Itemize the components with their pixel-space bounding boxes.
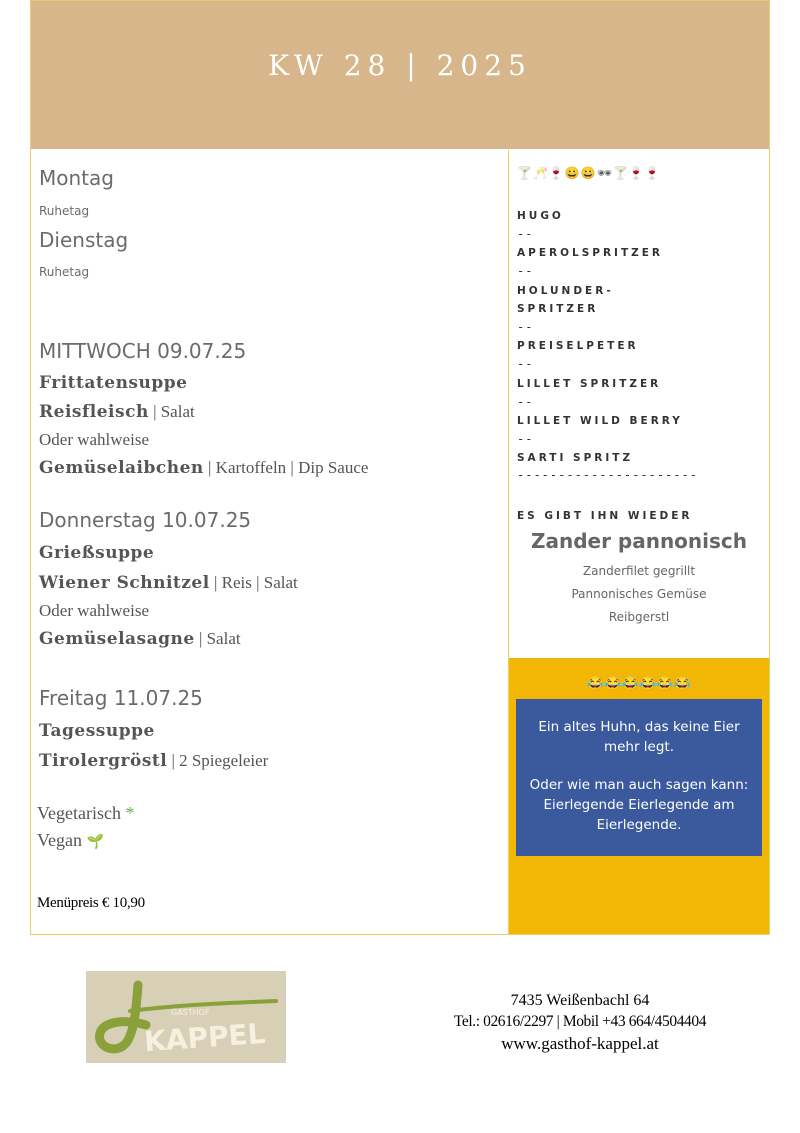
dish-main: [39, 751, 268, 771]
logo-small-text: GASTHOF: [171, 1008, 210, 1017]
dish-main: [39, 402, 195, 422]
drink-item: HOLUNDER-: [517, 285, 614, 297]
header-banner: [31, 1, 769, 149]
alternative-label: Oder wahlweise: [39, 601, 149, 620]
special-intro: ES GIBT IHN WIEDER: [517, 510, 693, 522]
drink-separator: --: [517, 395, 534, 409]
day-freitag: Freitag 11.07.25: [39, 686, 203, 710]
dish-side: | 2 Spiegeleier: [167, 751, 269, 770]
logo-graphic: [86, 971, 286, 1063]
drink-item: LILLET WILD BERRY: [517, 415, 683, 427]
phone: Tel.: 02616/2297 | Mobil +43 664/4504404: [453, 1013, 707, 1030]
note-montag: Ruhetag: [39, 204, 90, 218]
dish-side: | Kartoffeln | Dip Sauce: [203, 458, 369, 477]
day-donnerstag: Donnerstag 10.07.25: [39, 508, 252, 532]
gasthof-logo: [86, 971, 286, 1063]
drink-separator: --: [517, 264, 534, 278]
dish-main: [39, 573, 298, 593]
dish-name: Frittatensuppe: [39, 373, 188, 393]
weekly-menu: [31, 150, 509, 934]
dish-name: Gemüselaibchen: [39, 458, 204, 478]
website-link[interactable]: www.gasthof-kappel.at: [501, 1034, 659, 1053]
drink-separator: --: [517, 357, 534, 371]
drink-icons: 🍸🥂🍷😀😀🕶🍸🍷🍷: [517, 166, 661, 180]
legend-label: Vegan: [37, 830, 82, 850]
note-dienstag: Ruhetag: [39, 265, 90, 279]
dish-name: Reisfleisch: [39, 402, 149, 422]
drinks-panel: [509, 150, 769, 658]
vegan-sprout-icon: 🌱: [86, 835, 104, 850]
drink-item: SARTI SPRITZ: [517, 452, 634, 464]
drink-separator: --: [517, 432, 534, 446]
drink-separator: --: [517, 227, 534, 241]
page-title: KW 28 | 2025: [268, 49, 532, 82]
dish-soup: [39, 721, 155, 741]
vegetarian-star-icon: *: [125, 803, 135, 823]
drink-item: LILLET SPRITZER: [517, 378, 662, 390]
legend-label: Vegetarisch: [37, 803, 121, 823]
day-mittwoch: MITTWOCH 09.07.25: [39, 339, 247, 363]
day-dienstag: Dienstag: [39, 228, 129, 252]
dish-name: Gemüselasagne: [39, 629, 195, 649]
dish-side: | Reis | Salat: [213, 573, 298, 592]
special-line: Zanderfilet gegrillt: [582, 564, 696, 578]
dish-name: Tagessuppe: [39, 721, 155, 741]
drink-item: PREISELPETER: [517, 340, 639, 352]
drink-item: HUGO: [517, 210, 564, 222]
dish-soup: [39, 543, 154, 563]
drink-item: APEROLSPRITZER: [517, 247, 663, 259]
joke-line: Ein altes Huhn, das keine Eier mehr legt.: [538, 719, 740, 755]
dish-name: Wiener Schnitzel: [39, 573, 210, 593]
dish-vegetarian: [39, 629, 241, 649]
alternative-label: Oder wahlweise: [39, 430, 149, 449]
menu-price: Menüpreis € 10,90: [37, 895, 145, 911]
logo-big-text: KAPPEL: [143, 1016, 267, 1059]
special-title: Zander pannonisch: [530, 529, 748, 553]
dish-name: Grießsuppe: [39, 543, 155, 563]
dish-vegetarian: [39, 458, 368, 478]
dish-soup: [39, 373, 187, 393]
day-montag: Montag: [39, 166, 114, 190]
joke-box: [516, 699, 762, 856]
joke-panel: [509, 658, 769, 934]
address: 7435 Weißenbachl 64: [510, 992, 650, 1009]
special-line: Pannonisches Gemüse: [571, 587, 707, 601]
joke-line: Oder wie man auch sagen kann: Eierlegende Eierlegende am Eierlegende.: [529, 777, 749, 833]
dish-name: Tirolergröstl: [39, 751, 168, 771]
laughing-emoji-icons: 😂😂😂😂😂😂: [586, 675, 692, 691]
special-line: Reibgerstl: [608, 610, 670, 624]
drink-separator: --: [517, 320, 534, 334]
drink-long-separator: ----------------------: [517, 468, 698, 482]
legend-vegan: [37, 830, 104, 851]
dish-side: | Salat: [198, 629, 241, 648]
legend-vegetarian: [37, 803, 134, 824]
dish-side: | Salat: [153, 402, 195, 421]
drink-item: SPRITZER: [517, 303, 599, 315]
